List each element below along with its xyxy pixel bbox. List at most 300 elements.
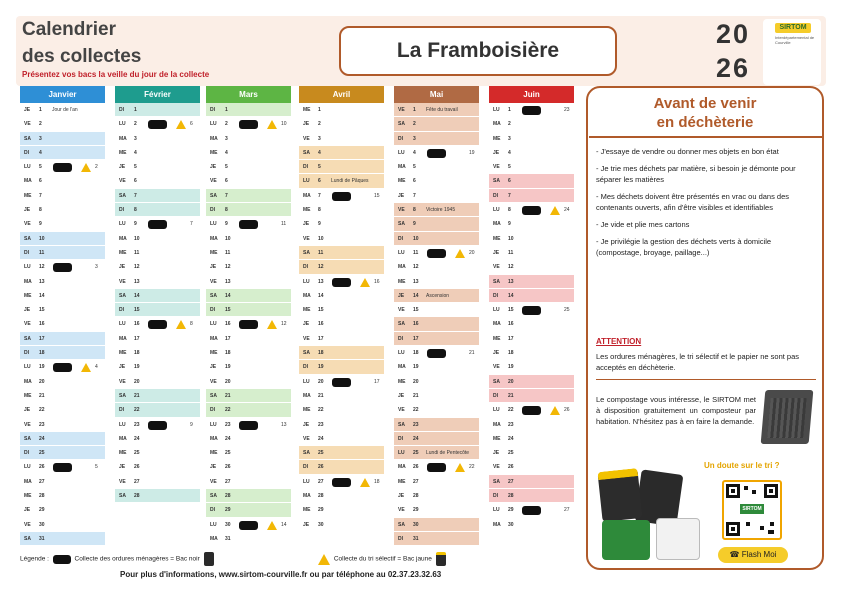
day-number: 8 bbox=[318, 207, 321, 214]
holiday-label: Victoire 1945 bbox=[426, 207, 456, 214]
weekday-label: SA bbox=[119, 493, 126, 500]
weekday-label: SA bbox=[210, 493, 217, 500]
day-row bbox=[394, 246, 479, 260]
weekday-label: ME bbox=[119, 450, 127, 457]
day-row bbox=[394, 475, 479, 489]
day-number: 13 bbox=[39, 278, 45, 285]
weekday-label: SA bbox=[398, 421, 405, 428]
day-number: 7 bbox=[508, 192, 511, 199]
weekday-label: VE bbox=[398, 107, 405, 113]
day-number: 14 bbox=[225, 292, 231, 299]
day-row bbox=[20, 317, 105, 331]
weekday-label: ME bbox=[303, 207, 311, 214]
day-row bbox=[489, 346, 574, 360]
day-number: 6 bbox=[413, 178, 416, 185]
day-row bbox=[394, 146, 479, 160]
day-number: 1 bbox=[413, 107, 416, 113]
day-row bbox=[206, 289, 291, 303]
day-row bbox=[299, 446, 384, 460]
day-number: 31 bbox=[225, 535, 231, 542]
legend-yellow-triangle-icon bbox=[318, 554, 330, 565]
day-row bbox=[20, 217, 105, 231]
day-number: 4 bbox=[134, 149, 137, 156]
tips-list bbox=[596, 146, 816, 264]
day-row bbox=[115, 275, 200, 289]
weekday-label: MA bbox=[119, 435, 127, 442]
day-number: 11 bbox=[225, 249, 231, 256]
day-row bbox=[20, 389, 105, 403]
weekday-label: SA bbox=[303, 450, 310, 457]
day-number: 4 bbox=[413, 149, 416, 156]
tri-collection-triangle-icon bbox=[81, 163, 91, 172]
day-row bbox=[206, 246, 291, 260]
day-row bbox=[394, 418, 479, 432]
week-number: 5 bbox=[95, 464, 98, 471]
day-number: 4 bbox=[225, 149, 228, 156]
weekday-label: MA bbox=[210, 535, 218, 542]
weekday-label: LU bbox=[210, 521, 217, 528]
day-number: 21 bbox=[318, 392, 324, 399]
ordures-collection-marker bbox=[239, 320, 258, 329]
weekday-label: JE bbox=[119, 164, 126, 171]
legend bbox=[20, 552, 214, 566]
weekday-label: SA bbox=[398, 221, 405, 228]
day-row bbox=[20, 160, 105, 174]
day-number: 2 bbox=[134, 121, 137, 128]
day-row bbox=[20, 275, 105, 289]
weekday-label: LU bbox=[303, 378, 310, 385]
day-row bbox=[20, 432, 105, 446]
weekday-label: DI bbox=[303, 364, 308, 371]
day-row bbox=[299, 346, 384, 360]
day-row bbox=[20, 460, 105, 474]
day-number: 27 bbox=[318, 478, 324, 485]
sirtom-logo bbox=[763, 19, 821, 85]
tip-item: - Je privilégie la gestion des déchets verts à domicile (compostage, broyage, paillage...) bbox=[596, 237, 772, 257]
weekday-label: MA bbox=[24, 178, 32, 185]
day-row bbox=[115, 446, 200, 460]
weekday-label: SA bbox=[398, 321, 405, 328]
month-header: Mai bbox=[394, 86, 479, 103]
day-row bbox=[394, 403, 479, 417]
day-row bbox=[394, 532, 479, 546]
day-row bbox=[394, 232, 479, 246]
decheterie-panel bbox=[586, 86, 824, 570]
weekday-label: SA bbox=[119, 392, 126, 399]
tri-collection-triangle-icon bbox=[360, 478, 370, 487]
tri-collection-triangle-icon bbox=[81, 363, 91, 372]
day-number: 22 bbox=[318, 407, 324, 414]
weekday-label: LU bbox=[24, 464, 31, 471]
day-number: 2 bbox=[225, 121, 228, 128]
day-number: 14 bbox=[318, 292, 324, 299]
weekday-label: VE bbox=[398, 407, 405, 414]
page-title-line2: des collectes bbox=[22, 46, 142, 67]
weekday-label: DI bbox=[24, 350, 29, 357]
tri-collection-triangle-icon bbox=[267, 521, 277, 530]
day-number: 24 bbox=[318, 435, 324, 442]
day-row bbox=[115, 375, 200, 389]
day-number: 25 bbox=[225, 450, 231, 457]
day-row bbox=[20, 232, 105, 246]
day-row bbox=[206, 489, 291, 503]
weekday-label: DI bbox=[210, 207, 215, 214]
day-row bbox=[489, 518, 574, 532]
weekday-label: SA bbox=[303, 350, 310, 357]
day-number: 20 bbox=[225, 378, 231, 385]
month-column bbox=[115, 86, 200, 503]
weekday-label: VE bbox=[398, 307, 405, 314]
tri-collection-triangle-icon bbox=[455, 249, 465, 258]
day-number: 26 bbox=[225, 464, 231, 471]
weekday-label: VE bbox=[303, 435, 310, 442]
weekday-label: SA bbox=[119, 192, 126, 199]
day-number: 20 bbox=[413, 378, 419, 385]
day-number: 16 bbox=[318, 321, 324, 328]
day-row bbox=[206, 346, 291, 360]
day-number: 30 bbox=[508, 521, 514, 528]
day-number: 28 bbox=[39, 493, 45, 500]
day-number: 3 bbox=[318, 135, 321, 142]
day-number: 24 bbox=[134, 435, 140, 442]
day-number: 27 bbox=[413, 478, 419, 485]
day-row bbox=[20, 246, 105, 260]
day-row bbox=[206, 460, 291, 474]
yellow-bin-icon bbox=[436, 552, 446, 566]
day-number: 7 bbox=[318, 192, 321, 199]
white-bin-icon bbox=[656, 518, 700, 560]
weekday-label: JE bbox=[210, 364, 217, 371]
day-number: 2 bbox=[39, 121, 42, 128]
day-row bbox=[115, 217, 200, 231]
month-header: Février bbox=[115, 86, 200, 103]
weekday-label: DI bbox=[303, 264, 308, 271]
day-row bbox=[20, 303, 105, 317]
compost-text: Le compostage vous intéresse, le SIRTOM met à disposition gratuitement un composteur par habitation. N'hésitez pas à en faire la demande. bbox=[596, 395, 756, 426]
day-row bbox=[489, 217, 574, 231]
day-row bbox=[115, 403, 200, 417]
weekday-label: MA bbox=[119, 335, 127, 342]
ordures-collection-marker bbox=[427, 349, 446, 358]
day-row bbox=[394, 375, 479, 389]
day-row bbox=[299, 375, 384, 389]
week-number: 25 bbox=[564, 307, 570, 314]
weekday-label: JE bbox=[493, 450, 500, 457]
day-number: 13 bbox=[413, 278, 419, 285]
month-header: Avril bbox=[299, 86, 384, 103]
day-row bbox=[489, 446, 574, 460]
day-row bbox=[489, 132, 574, 146]
day-row bbox=[394, 332, 479, 346]
flash-moi-button[interactable] bbox=[718, 547, 788, 563]
weekday-label: JE bbox=[119, 464, 126, 471]
weekday-label: DI bbox=[24, 249, 29, 256]
weekday-label: VE bbox=[24, 221, 31, 228]
tri-collection-triangle-icon bbox=[267, 320, 277, 329]
weekday-label: DI bbox=[210, 307, 215, 314]
day-number: 31 bbox=[39, 535, 45, 542]
weekday-label: JE bbox=[24, 307, 31, 314]
day-number: 22 bbox=[225, 407, 231, 414]
weekday-label: ME bbox=[398, 478, 406, 485]
tri-collection-triangle-icon bbox=[455, 463, 465, 472]
day-number: 19 bbox=[134, 364, 140, 371]
weekday-label: JE bbox=[398, 192, 405, 199]
day-number: 26 bbox=[39, 464, 45, 471]
weekday-label: JE bbox=[303, 221, 310, 228]
ordures-collection-marker bbox=[332, 478, 351, 487]
day-row bbox=[206, 232, 291, 246]
day-number: 31 bbox=[413, 535, 419, 542]
weekday-label: LU bbox=[24, 264, 31, 271]
day-number: 8 bbox=[225, 207, 228, 214]
day-row bbox=[299, 189, 384, 203]
day-number: 11 bbox=[318, 249, 324, 256]
tri-collection-triangle-icon bbox=[550, 206, 560, 215]
day-number: 8 bbox=[134, 207, 137, 214]
day-row bbox=[489, 189, 574, 203]
weekday-label: ME bbox=[303, 507, 311, 514]
month-column bbox=[20, 86, 105, 546]
day-row bbox=[206, 432, 291, 446]
weekday-label: DI bbox=[119, 407, 124, 414]
day-number: 12 bbox=[413, 264, 419, 271]
qr-label: SIRTOM bbox=[742, 506, 762, 512]
day-number: 19 bbox=[225, 364, 231, 371]
day-number: 9 bbox=[39, 221, 42, 228]
day-number: 23 bbox=[318, 421, 324, 428]
weekday-label: SA bbox=[24, 235, 31, 242]
weekday-label: JE bbox=[24, 207, 31, 214]
day-row bbox=[115, 174, 200, 188]
weekday-label: ME bbox=[493, 135, 501, 142]
weekday-label: DI bbox=[493, 493, 498, 500]
weekday-label: JE bbox=[303, 521, 310, 528]
weekday-label: MA bbox=[24, 278, 32, 285]
day-row bbox=[394, 460, 479, 474]
day-number: 23 bbox=[413, 421, 419, 428]
day-number: 3 bbox=[134, 135, 137, 142]
ordures-collection-marker bbox=[522, 406, 541, 415]
day-number: 22 bbox=[39, 407, 45, 414]
day-number: 7 bbox=[225, 192, 228, 199]
week-number: 9 bbox=[190, 421, 193, 428]
week-number: 2 bbox=[95, 164, 98, 171]
day-row bbox=[299, 132, 384, 146]
weekday-label: MA bbox=[398, 264, 406, 271]
composter-image bbox=[761, 390, 814, 444]
weekday-label: MA bbox=[493, 121, 501, 128]
day-number: 17 bbox=[413, 335, 419, 342]
day-number: 16 bbox=[134, 321, 140, 328]
attention-text: Les ordures ménagères, le tri sélectif et le papier ne sont pas acceptés en déchèterie. bbox=[596, 352, 800, 372]
day-row bbox=[299, 203, 384, 217]
day-row bbox=[394, 346, 479, 360]
weekday-label: DI bbox=[398, 535, 403, 542]
day-row bbox=[20, 518, 105, 532]
day-row bbox=[394, 389, 479, 403]
day-number: 5 bbox=[508, 164, 511, 171]
day-number: 11 bbox=[508, 249, 514, 256]
day-number: 9 bbox=[225, 221, 228, 228]
day-number: 2 bbox=[318, 121, 321, 128]
weekday-label: LU bbox=[119, 321, 126, 328]
weekday-label: SA bbox=[210, 192, 217, 199]
day-row bbox=[115, 303, 200, 317]
day-row bbox=[115, 232, 200, 246]
day-number: 17 bbox=[318, 335, 324, 342]
day-number: 24 bbox=[39, 435, 45, 442]
weekday-label: JE bbox=[210, 464, 217, 471]
weekday-label: LU bbox=[24, 364, 31, 371]
weekday-label: VE bbox=[210, 478, 217, 485]
day-number: 19 bbox=[39, 364, 45, 371]
weekday-label: JE bbox=[398, 292, 405, 299]
week-number: 14 bbox=[281, 521, 287, 528]
day-number: 15 bbox=[508, 307, 514, 314]
weekday-label: SA bbox=[398, 521, 405, 528]
weekday-label: ME bbox=[24, 493, 32, 500]
day-number: 29 bbox=[508, 507, 514, 514]
weekday-label: MA bbox=[210, 135, 218, 142]
weekday-label: MA bbox=[119, 135, 127, 142]
day-number: 1 bbox=[508, 107, 511, 113]
weekday-label: ME bbox=[398, 178, 406, 185]
day-row bbox=[115, 146, 200, 160]
week-number: 24 bbox=[564, 207, 570, 214]
day-number: 1 bbox=[318, 107, 321, 113]
weekday-label: VE bbox=[119, 278, 126, 285]
day-number: 11 bbox=[39, 249, 45, 256]
day-number: 21 bbox=[508, 392, 514, 399]
panel-divider bbox=[589, 136, 823, 138]
day-number: 5 bbox=[39, 164, 42, 171]
weekday-label: DI bbox=[210, 107, 215, 113]
day-number: 8 bbox=[413, 207, 416, 214]
day-number: 25 bbox=[39, 450, 45, 457]
holiday-label: Lundi de Pentecôte bbox=[426, 450, 470, 457]
day-row bbox=[115, 160, 200, 174]
weekday-label: MA bbox=[493, 421, 501, 428]
ordures-collection-marker bbox=[148, 421, 167, 430]
ordures-collection-marker bbox=[427, 463, 446, 472]
day-row bbox=[489, 460, 574, 474]
weekday-label: VE bbox=[493, 364, 500, 371]
day-row bbox=[394, 289, 479, 303]
day-number: 26 bbox=[318, 464, 324, 471]
day-number: 7 bbox=[134, 192, 137, 199]
day-row bbox=[489, 403, 574, 417]
day-row bbox=[115, 103, 200, 117]
weekday-label: VE bbox=[210, 278, 217, 285]
weekday-label: MA bbox=[210, 435, 218, 442]
day-number: 6 bbox=[39, 178, 42, 185]
day-number: 5 bbox=[413, 164, 416, 171]
tip-item: - J'essaye de vendre ou donner mes objets en bon état bbox=[596, 147, 779, 156]
day-row bbox=[299, 232, 384, 246]
legend-ordures: Collecte des ordures ménagères = Bac noir bbox=[74, 555, 200, 563]
weekday-label: DI bbox=[493, 392, 498, 399]
week-number: 23 bbox=[564, 107, 570, 113]
day-number: 8 bbox=[508, 207, 511, 214]
bins-image bbox=[598, 464, 703, 564]
ordures-collection-marker bbox=[522, 206, 541, 215]
weekday-label: LU bbox=[303, 278, 310, 285]
day-row bbox=[299, 432, 384, 446]
weekday-label: VE bbox=[493, 264, 500, 271]
weekday-label: ME bbox=[303, 307, 311, 314]
day-number: 28 bbox=[225, 493, 231, 500]
weekday-label: LU bbox=[493, 207, 500, 214]
weekday-label: DI bbox=[210, 407, 215, 414]
day-number: 1 bbox=[134, 107, 137, 113]
day-row bbox=[489, 275, 574, 289]
weekday-label: JE bbox=[398, 392, 405, 399]
day-number: 2 bbox=[413, 121, 416, 128]
weekday-label: ME bbox=[303, 407, 311, 414]
day-number: 16 bbox=[413, 321, 419, 328]
weekday-label: ME bbox=[303, 107, 311, 113]
day-number: 8 bbox=[39, 207, 42, 214]
weekday-label: SA bbox=[303, 249, 310, 256]
weekday-label: DI bbox=[24, 450, 29, 457]
day-row bbox=[394, 189, 479, 203]
week-number: 18 bbox=[374, 478, 380, 485]
weekday-label: MA bbox=[303, 392, 311, 399]
day-row bbox=[115, 489, 200, 503]
day-number: 19 bbox=[318, 364, 324, 371]
day-number: 10 bbox=[508, 235, 514, 242]
day-row bbox=[299, 103, 384, 117]
day-number: 16 bbox=[508, 321, 514, 328]
day-row bbox=[489, 332, 574, 346]
day-row bbox=[20, 146, 105, 160]
weekday-label: JE bbox=[493, 249, 500, 256]
weekday-label: LU bbox=[119, 421, 126, 428]
weekday-label: LU bbox=[493, 507, 500, 514]
day-number: 29 bbox=[225, 507, 231, 514]
day-row bbox=[115, 203, 200, 217]
weekday-label: ME bbox=[24, 392, 32, 399]
day-number: 29 bbox=[318, 507, 324, 514]
town-name: La Framboisière bbox=[339, 26, 617, 76]
day-row bbox=[115, 289, 200, 303]
day-row bbox=[20, 375, 105, 389]
weekday-label: JE bbox=[24, 507, 31, 514]
day-number: 11 bbox=[413, 249, 419, 256]
tip-item: - Mes déchets doivent être présentés en vrac ou dans des contenants ouverts, afin d'être visibles et identifiables bbox=[596, 192, 790, 212]
weekday-label: ME bbox=[398, 278, 406, 285]
day-row bbox=[206, 174, 291, 188]
day-row bbox=[206, 203, 291, 217]
day-number: 29 bbox=[39, 507, 45, 514]
day-row bbox=[394, 217, 479, 231]
day-number: 12 bbox=[508, 264, 514, 271]
black-bin-icon bbox=[204, 552, 214, 566]
day-row bbox=[206, 303, 291, 317]
qr-code[interactable] bbox=[722, 480, 782, 540]
day-row bbox=[20, 475, 105, 489]
weekday-label: VE bbox=[119, 178, 126, 185]
holiday-label: Jour de l'an bbox=[52, 107, 78, 113]
week-number: 10 bbox=[281, 121, 287, 128]
day-number: 1 bbox=[39, 107, 42, 113]
day-row bbox=[394, 489, 479, 503]
day-row bbox=[206, 217, 291, 231]
weekday-label: LU bbox=[493, 107, 500, 113]
day-row bbox=[115, 418, 200, 432]
weekday-label: JE bbox=[210, 164, 217, 171]
